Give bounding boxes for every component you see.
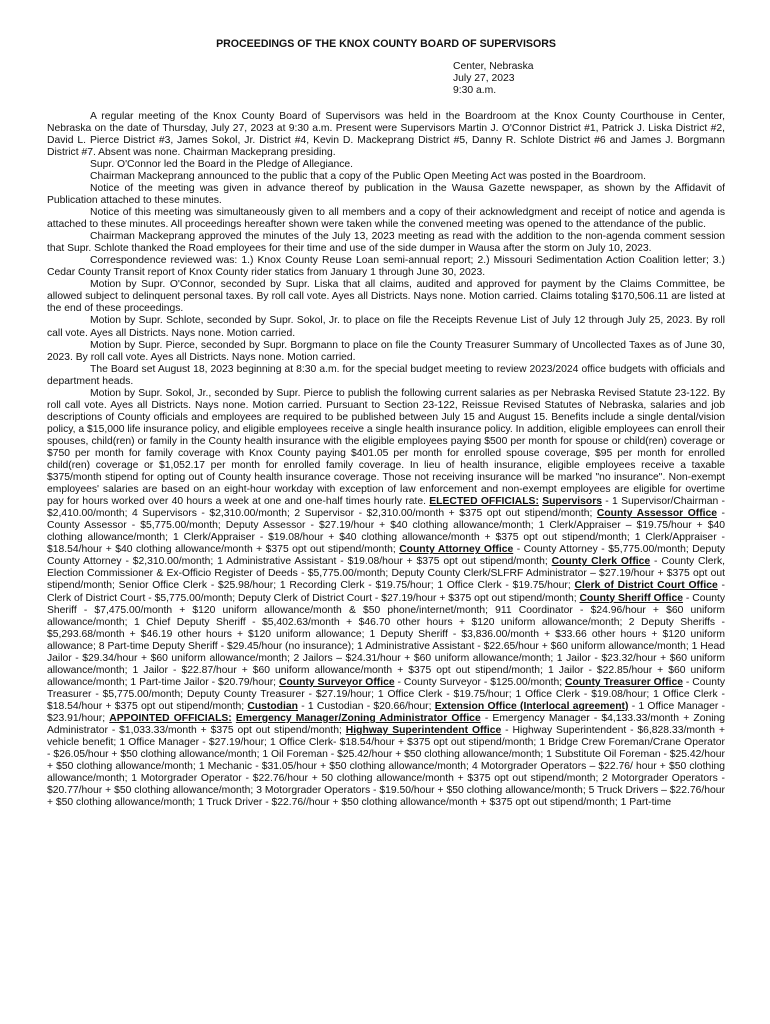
sheriff-salaries: - County Sheriff - $7,475.00/month + $120 uniform allowance/month & $50 phone/internet/month; 911 Coordinator - $24.96/hour + $60 uniform allowance/month; 1 Chief Deputy Sheriff - $5,402.63/month + $46.70 other hours + $120 uniform allowance/month; 2 Deputy Sheriffs - $5,293.68/month + $46.19 other hours + $120 uniform allowance; 1 Deputy Sheriff - $3,836.00/month + $33.66 other hours + $120 uniform allowance; 8 Part-time Deputy Sheriff - $29.45/hour (no insurance); 1 Administrative Assistant - $22.65/hour + $60 uniform allowance/month; 1 Head Jailor - $29.34/hour + $60 uniform allowance/month; 2 Jailors – $24.31/hour + $60 uniform allowance/month; 1 Jailor - $23.32/hour + $60 uniform allowance/month; 1 Jailor - $22.87/hour + $60 uniform allowance/month + $375 opt out stipend/month; 1 Jailor - $22.85/hour + $60 uniform allowance/month; 1 Part-time Jailor - $20.79/hour; <box>47 592 725 688</box>
paragraph-notice-publication: Notice of the meeting was given in advance thereof by publication in the Wausa Gazette newspaper, as shown by the Affidavit of Publication attached to these minutes. <box>47 182 725 206</box>
extension-office-heading: Extension Office (Interlocal agreement) <box>434 700 629 712</box>
dateline <box>453 61 725 98</box>
district-court-salaries: - Clerk of District Court - $5,775.00/month; Deputy Clerk of District Court - $27.19/hour + $375 opt out stipend/month; <box>47 580 725 604</box>
surveyor-salaries: - County Surveyor - $125.00/month; <box>394 676 566 688</box>
elected-officials-heading: ELECTED OFFICIALS: <box>429 496 539 508</box>
assessor-salaries: - County Assessor - $5,775.00/month; Deputy Assessor - $27.19/hour + $40 clothing allowance/month; 1 Clerk/Appraiser – $19.75/hour + $40 clothing allowance/month; 1 Clerk/Appraiser - $19.08/hour + $40 clothing allowance/month + $375 opt out stipend/month; 1 Clerk/Appraiser - $18.54/hour + $40 clothing allowance/month + $375 opt out stipend/month; <box>47 508 725 556</box>
paragraph-receipts-motion: Motion by Supr. Schlote, seconded by Supr. Sokol, Jr. to place on file the Receipts Revenue List of July 12 through July 25, 2023. By roll call vote. Ayes all Districts. Nays none. Motion carried. <box>47 315 725 339</box>
dateline-location: Center, Nebraska <box>453 61 534 73</box>
dateline-date: July 27, 2023 <box>453 73 515 85</box>
paragraph-salaries <box>47 388 725 810</box>
treasurer-salaries: - County Treasurer - $5,775.00/month; Deputy County Treasurer - $27.19/hour; 1 Office Clerk - $19.75/hour; 1 Office Clerk - $19.08/hour; 1 Office Clerk - $18.54/hour + $375 opt out stipend/month; <box>47 676 726 712</box>
paragraph-call-to-order: A regular meeting of the Knox County Board of Supervisors was held in the Boardroom at the Knox County Courthouse in Center, Nebraska on the date of Thursday, July 27, 2023 at 9:30 a.m. Present were Supervisors Martin J. O'Connor District #1, Patrick J. Liska District #2, David L. Pierce District #3, James Sokol, Jr. District #4, Kevin D. Mackeprang District #5, Danny R. Schlote District #6 and James J. Borgmann District #7. Absent was none. Chairman Mackeprang presiding. <box>47 110 725 158</box>
paragraph-claims-motion: Motion by Supr. O'Connor, seconded by Supr. Liska that all claims, audited and approved for payment by the Claims Committee, be allowed subject to delinquent personal taxes. By roll call vote. Ayes all Districts. Nays none. Motion carried. Claims totaling $170,506.11 are listed at the end of these proceedings. <box>47 279 725 315</box>
paragraph-open-meeting-act: Chairman Mackeprang announced to the public that a copy of the Public Open Meeting Act was posted in the Boardroom. <box>90 170 647 182</box>
clerk-office-heading: County Clerk Office <box>551 556 651 568</box>
supervisors-salaries: - 1 Supervisor/Chairman - $2,410.00/month; 4 Supervisors - $2,310.00/month; 2 Supervisor - $2,310.00/month + $375 opt out stipend/month; <box>47 496 725 520</box>
highway-salaries: - Highway Superintendent - $6,828.33/month + vehicle benefit; 1 Office Manager - $27.19/hour; 1 Office Clerk- $18.54/hour + $375 opt out stipend/month; 1 Bridge Crew Foreman/Crane Operator - $26.05/hour + $50 clothing allowance/month; 1 Oil Foreman - $25.42/hour + $50 clothing allowance/month; 1 Substitute Oil Foreman - $25.42/hour + $50 clothing allowance/month; 1 Mechanic - $31.05/hour + $50 clothing allowance/month; 4 Motorgrader Operators – $22.76/ hour + $50 clothing allowance/month; 1 Motorgrader Operator - $22.76/hour + 50 clothing allowance/month + $375 opt out stipend/month; 2 Motorgrader Operators - $20.77/hour + $50 clothing allowance/month; 3 Motorgrader Operators - $19.50/hour + $50 clothing allowance/month; 5 Truck Drivers – $22.76/hour + $50 clothing allowance/month; 1 Truck Driver - $22.76//hour + $50 clothing allowance/month + $375 opt out stipend/month; 1 Part-time <box>47 725 725 809</box>
extension-salaries: - 1 Office Manager - $23.91/hour; <box>47 700 725 724</box>
appointed-officials-heading: APPOINTED OFFICIALS: <box>109 713 232 724</box>
district-court-office-heading: Clerk of District Court Office <box>574 580 718 592</box>
supervisors-heading: Supervisors <box>542 496 602 508</box>
sheriff-office-heading: County Sheriff Office <box>579 592 683 604</box>
salary-intro: Motion by Supr. Sokol, Jr., seconded by Supr. Pierce to publish the following current salaries as per Nebraska Revised Statute 23-122. By roll call vote. Ayes all Districts. Nays none. Motion carried. Pursuant to Section 23-122, Reissue Revised Statutes of Nebraska, salaries and job descriptions of County officials and employees are required to be published between July 15 and August 15. Benefits include a single dental/vision policy, a $15,000 life insurance policy, and eligible employees receive a single health insurance policy. In addition, eligible employees can enroll their spouses, child(ren) or family in the County health insurance with the eligible employees paying $500 per month for spouse or child(ren) coverage or $750 per month for family coverage with Knox County paying $401.05 per month for enrolled spouse coverage, $95 per month for enrolled child(ren) coverage or $1,052.17 per month for enrolled family coverage. In lieu of health insurance, eligible employees receive a taxable $375/month stipend for opting out of County health insurance coverage. Those not receiving insurance will be marked "no insurance". Non-exempt employees' salaries are based on an eight-hour workday with exception of law enforcement and non-exempt employees are eligible for overtime pay for hours worked over 40 hours a week at one and one-half times hourly rate. <box>47 387 725 508</box>
custodian-salaries: - 1 Custodian - $20.66/hour; <box>297 700 435 712</box>
paragraph-pledge: Supr. O'Connor led the Board in the Pledge of Allegiance. <box>90 158 354 170</box>
paragraph-budget-meeting: The Board set August 18, 2023 beginning at 8:30 a.m. for the special budget meeting to review 2023/2024 office budgets with officials and department heads. <box>47 363 725 387</box>
paragraph-notice-members: Notice of this meeting was simultaneously given to all members and a copy of their acknowledgment and receipt of notice and agenda is attached to these minutes. All proceedings hereafter shown were taken while the convened meeting was opened to the attendance of the public. <box>47 207 725 231</box>
treasurer-office-heading: County Treasurer Office <box>565 676 683 688</box>
emergency-manager-salaries: - Emergency Manager - $4,133.33/month + Zoning Administrator - $1,033.33/month + $375 opt out stipend/month; <box>47 713 725 737</box>
emergency-manager-office-heading: Emergency Manager/Zoning Administrator Office <box>235 713 481 724</box>
custodian-heading: Custodian <box>247 700 298 712</box>
document-title: PROCEEDINGS OF THE KNOX COUNTY BOARD OF SUPERVISORS <box>216 38 556 50</box>
clerk-salaries: - County Clerk, Election Commissioner & Ex-Officio Register of Deeds - $5,775.00/month; Deputy County Clerk/SLFRF Administrator – $27.19/hour + $375 opt out stipend/month; Senior Office Clerk - $25.98/hour; 1 Recording Clerk - $19.75/hour; 1 Office Clerk - $19.75/hour; <box>47 556 725 592</box>
attorney-salaries: - County Attorney - $5,775.00/month; Deputy County Attorney - $2,310.00/month; 1 Administrative Assistant - $19.08/hour + $375 opt out stipend/month; <box>47 544 725 568</box>
surveyor-office-heading: County Surveyor Office <box>278 676 395 688</box>
paragraph-correspondence: Correspondence reviewed was: 1.) Knox County Reuse Loan semi-annual report; 2.) Missouri Sedimentation Action Coalition letter; 3.) Cedar County Transit report of Knox County rider statics from January 1 through June 30, 2023. <box>47 255 725 279</box>
attorney-office-heading: County Attorney Office <box>399 544 514 556</box>
dateline-time: 9:30 a.m. <box>453 85 497 97</box>
paragraph-minutes-approval: Chairman Mackeprang approved the minutes of the July 13, 2023 meeting as read with the addition to the non-agenda comment session that Supr. Schlote thanked the Road employees for their time and use of the side dumper in Wausa after the storm on July 10, 2023. <box>47 231 725 255</box>
paragraph-treasurer-motion: Motion by Supr. Pierce, seconded by Supr. Borgmann to place on file the County Treasurer Summary of Uncollected Taxes as of June 30, 2023. By roll call vote. Ayes all Districts. Nays none. Motion carried. <box>47 339 725 363</box>
assessor-office-heading: County Assessor Office <box>596 508 718 520</box>
highway-office-heading: Highway Superintendent Office <box>345 725 502 737</box>
